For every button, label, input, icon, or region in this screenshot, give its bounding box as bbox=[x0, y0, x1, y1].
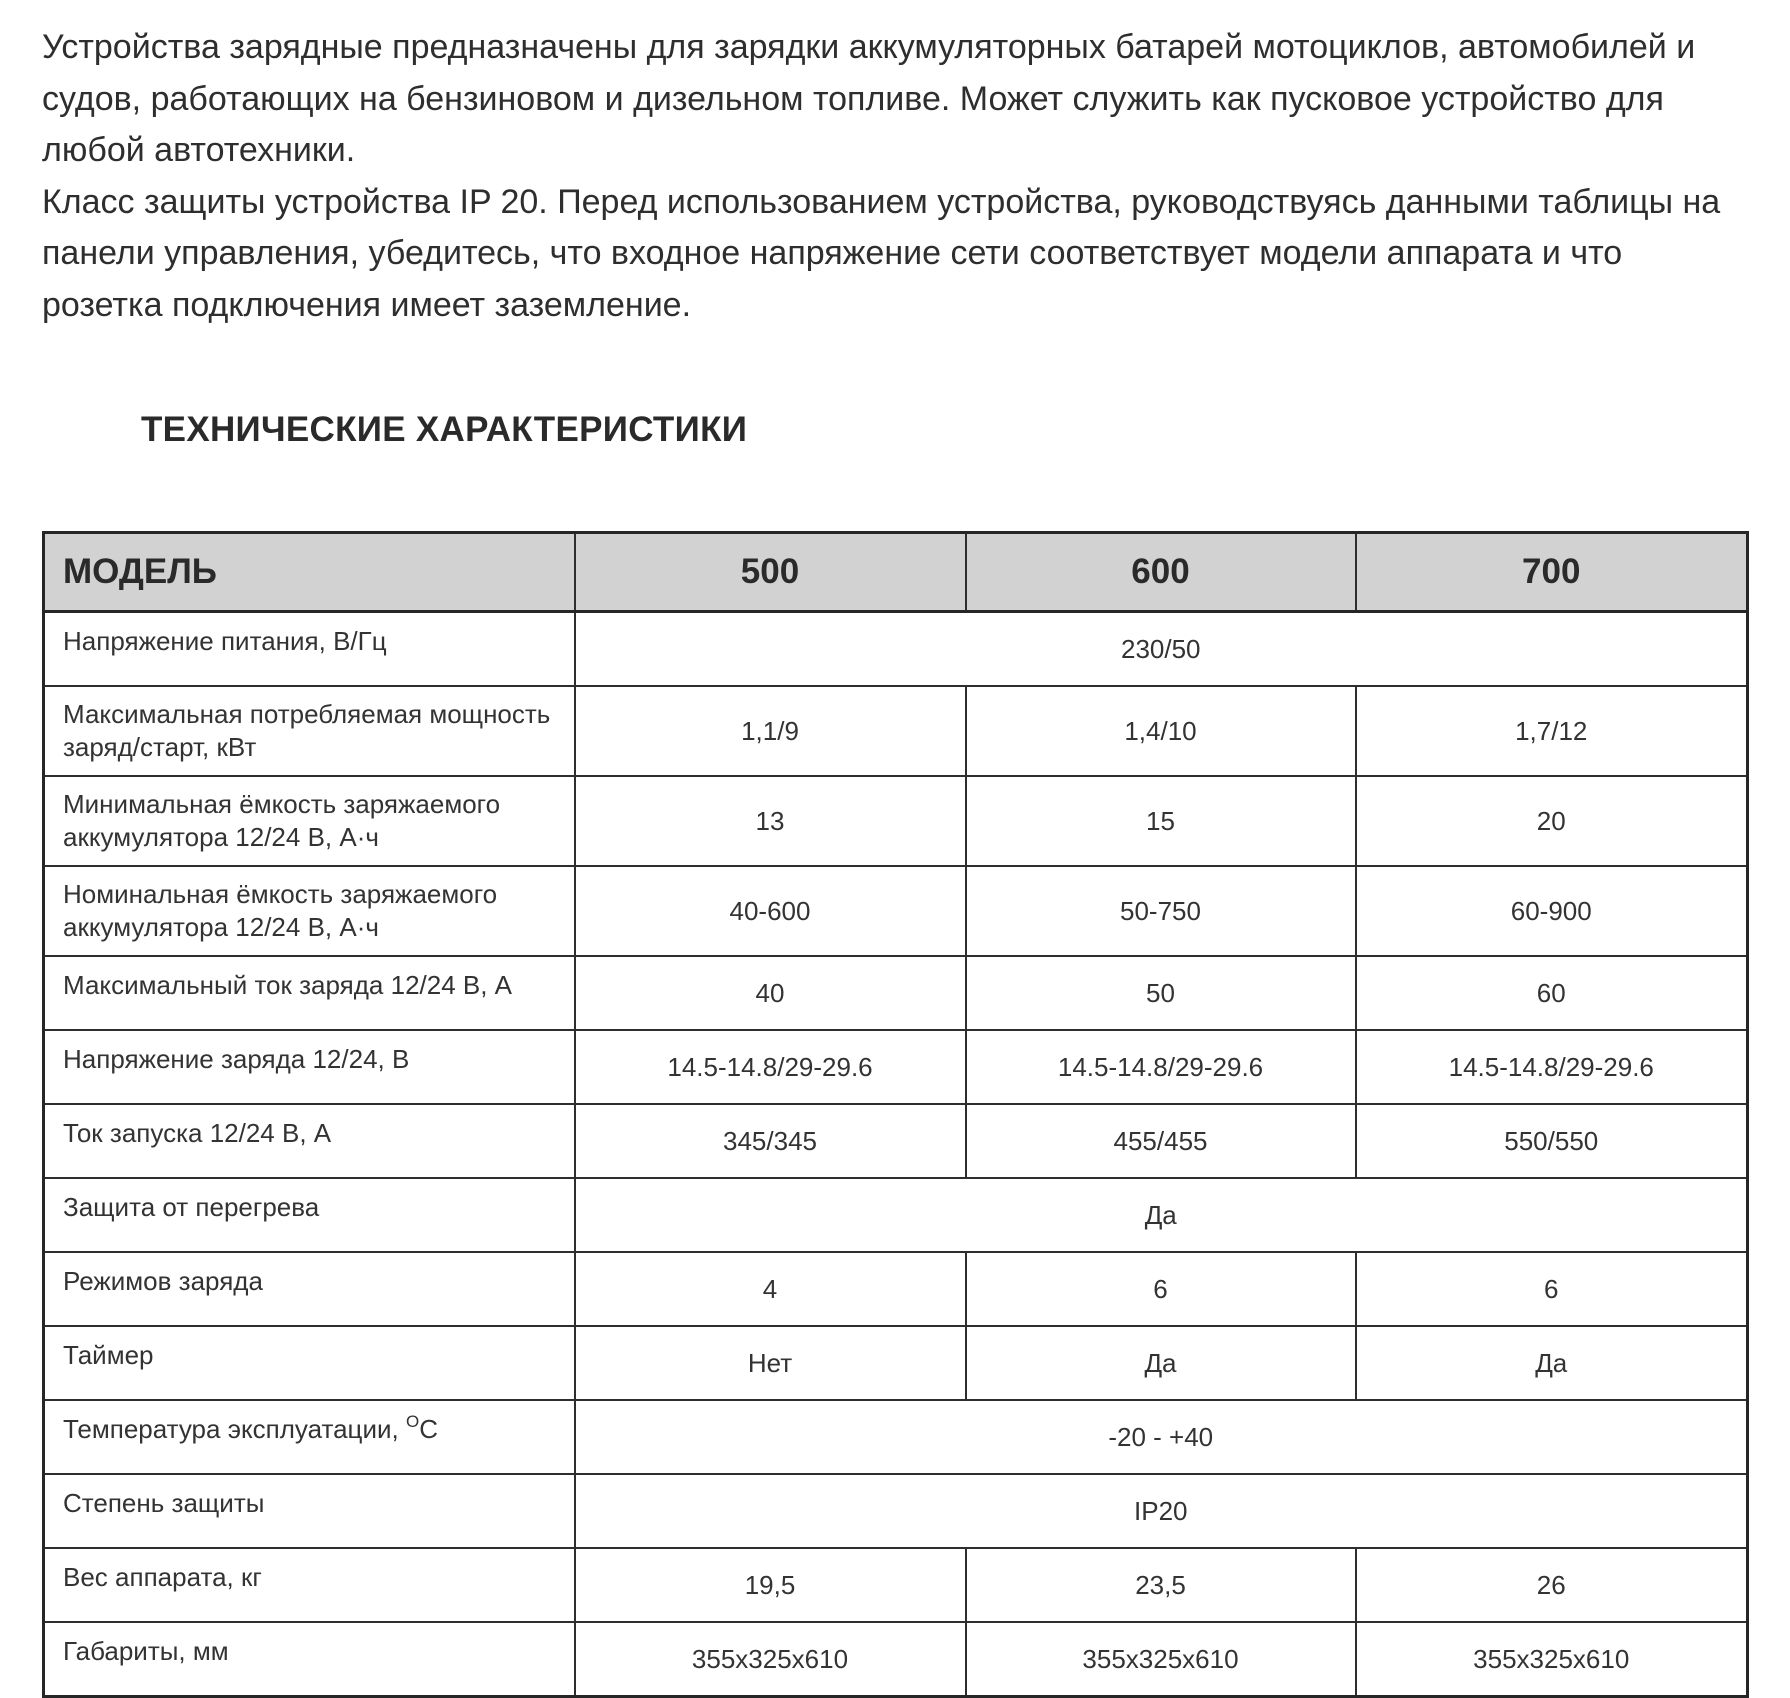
row-value: 355x325x610 bbox=[1356, 1622, 1748, 1697]
row-value: IP20 bbox=[575, 1474, 1748, 1548]
row-label: Максимальный ток заряда 12/24 В, А bbox=[44, 956, 575, 1030]
table-row bbox=[44, 1622, 1748, 1697]
table-row bbox=[44, 1400, 1748, 1474]
table-row bbox=[44, 1252, 1748, 1326]
table-header-row bbox=[44, 533, 1748, 612]
table-row bbox=[44, 1326, 1748, 1400]
row-label: Защита от перегрева bbox=[44, 1178, 575, 1252]
row-value: -20 - +40 bbox=[575, 1400, 1748, 1474]
row-value: Да bbox=[575, 1178, 1748, 1252]
row-value: 60-900 bbox=[1356, 866, 1748, 956]
row-value: 1,7/12 bbox=[1356, 686, 1748, 776]
intro-paragraph-1: Устройства зарядные предназначены для зарядки аккумуляторных батарей мотоциклов, автомобилей и судов, работающих на бензиновом и дизельном топливе. Может служить как пусковое устройство для любой автотехники. bbox=[42, 28, 1696, 169]
row-value: Да bbox=[966, 1326, 1356, 1400]
row-value: Нет bbox=[575, 1326, 966, 1400]
row-value: 60 bbox=[1356, 956, 1748, 1030]
row-label: Таймер bbox=[44, 1326, 575, 1400]
row-value: 355x325x610 bbox=[966, 1622, 1356, 1697]
row-value: 23,5 bbox=[966, 1548, 1356, 1622]
temperature-unit: C bbox=[419, 1414, 438, 1444]
intro-paragraph-2: Класс защиты устройства IP 20. Перед использованием устройства, руководствуясь данными таблицы на панели управления, убедитесь, что входное напряжение сети соответствует модели аппарата и что розетка подключения имеет заземление. bbox=[42, 182, 1721, 324]
header-model-label: МОДЕЛЬ bbox=[44, 533, 575, 612]
row-label: Номинальная ёмкость заряжаемого аккумулятора 12/24 В, А·ч bbox=[44, 866, 575, 956]
table-row bbox=[44, 612, 1748, 687]
header-model-500: 500 bbox=[575, 533, 966, 612]
row-value: 14.5-14.8/29-29.6 bbox=[1356, 1030, 1748, 1104]
row-value: 20 bbox=[1356, 776, 1748, 866]
row-value: 230/50 bbox=[575, 612, 1748, 687]
row-label: Напряжение питания, В/Гц bbox=[44, 612, 575, 687]
row-value: 4 bbox=[575, 1252, 966, 1326]
row-value: 40 bbox=[575, 956, 966, 1030]
row-value: 50 bbox=[966, 956, 1356, 1030]
table-row bbox=[44, 686, 1748, 776]
row-label: Степень защиты bbox=[44, 1474, 575, 1548]
row-value: 50-750 bbox=[966, 866, 1356, 956]
row-value: 455/455 bbox=[966, 1104, 1356, 1178]
row-label: Режимов заряда bbox=[44, 1252, 575, 1326]
row-value: 19,5 bbox=[575, 1548, 966, 1622]
row-value: 6 bbox=[966, 1252, 1356, 1326]
row-label: Напряжение заряда 12/24, В bbox=[44, 1030, 575, 1104]
specifications-table bbox=[42, 531, 1749, 1698]
header-model-700: 700 bbox=[1356, 533, 1748, 612]
table-row bbox=[44, 1030, 1748, 1104]
row-value: 13 bbox=[575, 776, 966, 866]
row-value: 14.5-14.8/29-29.6 bbox=[966, 1030, 1356, 1104]
row-value: 1,4/10 bbox=[966, 686, 1356, 776]
table-row bbox=[44, 956, 1748, 1030]
row-label: Минимальная ёмкость заряжаемого аккумулятора 12/24 В, А·ч bbox=[44, 776, 575, 866]
row-label: Вес аппарата, кг bbox=[44, 1548, 575, 1622]
row-value: 345/345 bbox=[575, 1104, 966, 1178]
table-row bbox=[44, 1104, 1748, 1178]
row-value: Да bbox=[1356, 1326, 1748, 1400]
header-model-600: 600 bbox=[966, 533, 1356, 612]
table-row bbox=[44, 1548, 1748, 1622]
row-value: 15 bbox=[966, 776, 1356, 866]
row-value: 6 bbox=[1356, 1252, 1748, 1326]
row-label: Максимальная потребляемая мощность заряд/старт, кВт bbox=[44, 686, 575, 776]
row-value: 14.5-14.8/29-29.6 bbox=[575, 1030, 966, 1104]
degree-sign: O bbox=[405, 1412, 420, 1431]
table-row bbox=[44, 1178, 1748, 1252]
intro-text bbox=[42, 22, 1742, 331]
row-value: 26 bbox=[1356, 1548, 1748, 1622]
row-value: 40-600 bbox=[575, 866, 966, 956]
row-label: Габариты, мм bbox=[44, 1622, 575, 1697]
table-row bbox=[44, 776, 1748, 866]
row-label bbox=[44, 1400, 575, 1474]
row-value: 355x325x610 bbox=[575, 1622, 966, 1697]
table-row bbox=[44, 866, 1748, 956]
section-title: ТЕХНИЧЕСКИЕ ХАРАКТЕРИСТИКИ bbox=[141, 410, 748, 449]
row-label-text: Температура эксплуатации, bbox=[63, 1414, 406, 1444]
row-label: Ток запуска 12/24 В, А bbox=[44, 1104, 575, 1178]
row-value: 550/550 bbox=[1356, 1104, 1748, 1178]
row-value: 1,1/9 bbox=[575, 686, 966, 776]
table-row bbox=[44, 1474, 1748, 1548]
